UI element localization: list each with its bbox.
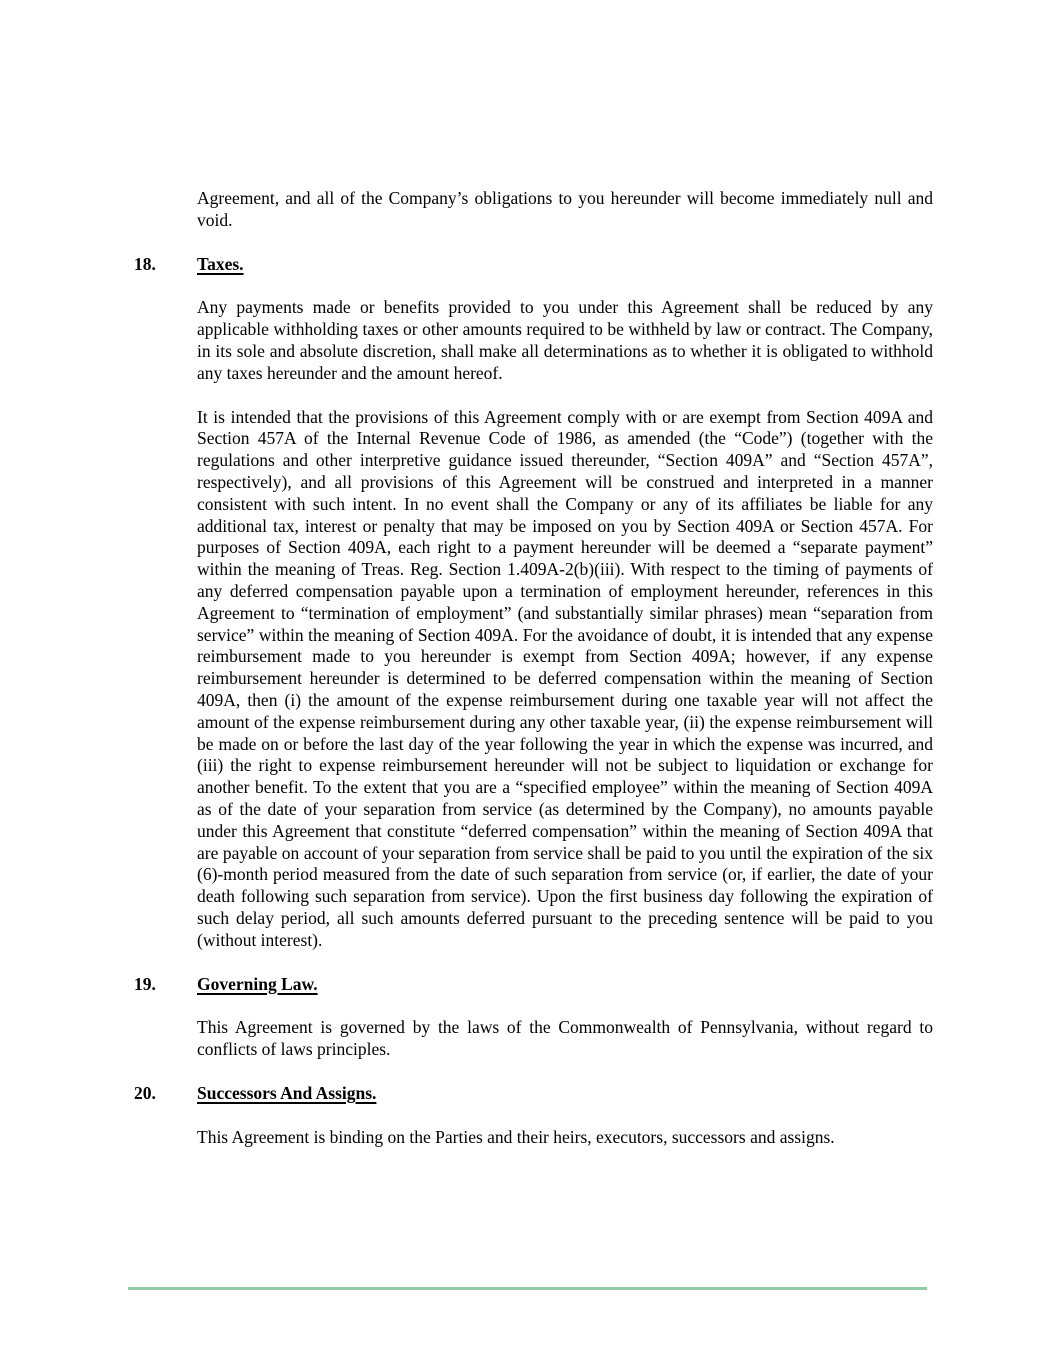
section-taxes: [134, 254, 933, 952]
section-heading: Successors And Assigns.: [197, 1082, 377, 1103]
section-heading-row: [134, 254, 933, 276]
section-governing-law: [134, 974, 933, 1061]
intro-paragraph: Agreement, and all of the Company’s obligations to you hereunder will become immediately null and void.: [197, 188, 933, 230]
section-heading: Taxes.: [197, 253, 244, 274]
footer-rule: [128, 1287, 927, 1290]
document-body: [134, 188, 933, 1170]
body-paragraph: This Agreement is governed by the laws of the Commonwealth of Pennsylvania, without regard to conflicts of laws principles.: [197, 1017, 933, 1060]
section-heading-row: [134, 1083, 933, 1105]
section-heading-row: [134, 974, 933, 996]
body-paragraph: Any payments made or benefits provided to you under this Agreement shall be reduced by any applicable withholding taxes or other amounts required to be withheld by law or contract. The Company, in its sole and absolute discretion, shall make all determinations as to whether it is obligated to withhold any taxes hereunder and the amount hereof.: [197, 297, 933, 383]
section-successors-and-assigns: [134, 1083, 933, 1149]
body-paragraph: This Agreement is binding on the Parties and their heirs, executors, successors and assigns.: [197, 1126, 835, 1147]
section-number: 19.: [134, 973, 156, 994]
section-heading: Governing Law.: [197, 973, 318, 994]
section-number: 20.: [134, 1082, 156, 1103]
body-paragraph: It is intended that the provisions of this Agreement comply with or are exempt from Section 409A and Section 457A of the Internal Revenue Code of 1986, as amended (the “Code”) (together with the regulations and other interpretive guidance issued thereunder, “Section 409A” and “Section 457A”, respectively), and all provisions of this Agreement will be construed and interpreted in a manner consistent with such intent. In no event shall the Company or any of its affiliates be liable for any additional tax, interest or penalty that may be imposed on you by Section 409A or Section 457A. For purposes of Section 409A, each right to a payment hereunder will be deemed a “separate payment” within the meaning of Treas. Reg. Section 1.409A-2(b)(iii). With respect to the timing of payments of any deferred compensation payable upon a termination of employment hereunder, references in this Agreement to “termination of employment” (and substantially similar phrases) mean “separation from service” within the meaning of Section 409A. For the avoidance of doubt, it is intended that any expense reimbursement made to you hereunder is exempt from Section 409A; however, if any expense reimbursement hereunder is determined to be deferred compensation within the meaning of Section 409A, then (i) the amount of the expense reimbursement during one taxable year will not affect the amount of the expense reimbursement during any other taxable year, (ii) the expense reimbursement will be made on or before the last day of the year following the year in which the expense was incurred, and (iii) the right to expense reimbursement hereunder will not be subject to liquidation or exchange for another benefit. To the extent that you are a “specified employee” within the meaning of Section 409A as of the date of your separation from service (as determined by the Company), no amounts payable under this Agreement that constitute “deferred compensation” within the meaning of Section 409A that are payable on account of your separation from service shall be paid to you until the expiration of the six (6)-month period measured from the date of such separation from service (or, if earlier, the date of your death following such separation from service). Upon the first business day following the expiration of such delay period, all such amounts deferred pursuant to the preceding sentence will be paid to you (without interest).: [197, 406, 933, 950]
section-number: 18.: [134, 253, 156, 274]
